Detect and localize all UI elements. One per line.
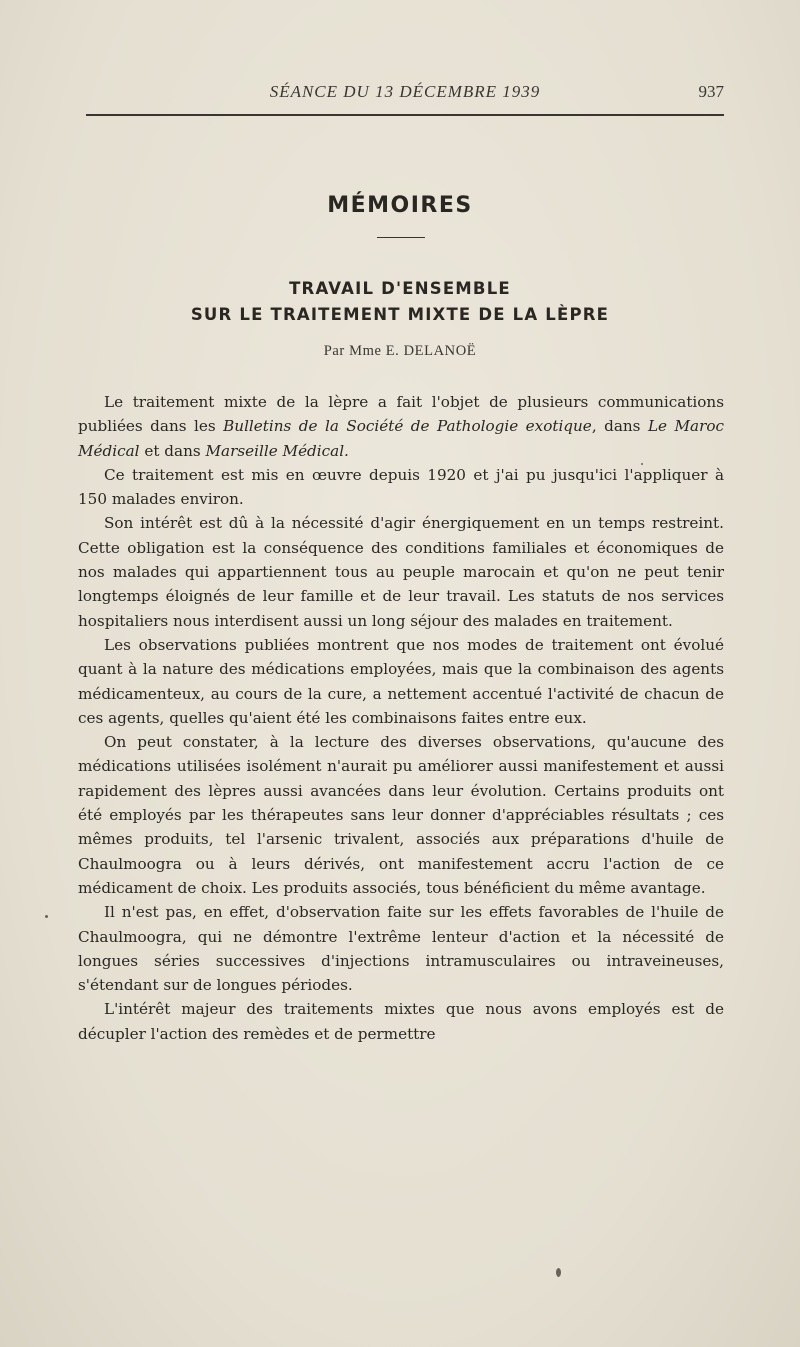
journal-title-marseille-medical: Marseille Médical.	[205, 441, 349, 460]
paragraph-4: Les observations publiées montrent que nos modes de traitement ont évolué quant à la nature des médications employées, mais que la combinaison des agents médicamenteux, au cours de la cure, a nettement accentué l'activité de chacun de ces agents, quelles qu'aient été les combinaisons faites entre eux.	[78, 635, 724, 727]
article-title	[0, 276, 800, 328]
running-title: SÉANCE DU 13 DÉCEMBRE 1939	[269, 82, 541, 101]
paragraph-7: L'intérêt majeur des traitements mixtes que nous avons employés est de décupler l'action des remèdes et de permettre	[78, 1000, 724, 1043]
paragraph-1-text-c: et dans	[139, 441, 206, 460]
running-head	[86, 82, 724, 108]
paragraph-3: Son intérêt est dû à la nécessité d'agir énergiquement en un temps restreint. Cette obligation est la conséquence des conditions familiales et économiques de nos malades qui appartiennent tous au peuple marocain et qu'on ne peut tenir longtemps éloignés de leur famille et de leur travail. Les statuts de nos services hospitaliers nous interdisent aussi un long séjour des malades en traitement.	[78, 514, 724, 630]
journal-title-maroc-medical: Le Maroc Médical	[78, 417, 724, 460]
journal-title-bulletins: Bulletins de la Société de Pathologie exotique	[223, 417, 592, 436]
paper-speck	[641, 463, 643, 465]
paragraph-1-text-a: Le traitement mixte de la lèpre a fait l'objet de plusieurs communications publiées dans les	[78, 393, 724, 436]
article-body	[78, 390, 724, 1046]
paragraph-1-text-b: , dans	[591, 417, 648, 436]
paragraph-6: Il n'est pas, en effet, d'observation faite sur les effets favorables de l'huile de Chaulmoogra, qui ne démontre l'extrême lenteur d'action et la nécessité de longues séries successives d'injections intramusculaires ou intraveineuses, s'étendant sur de longues périodes.	[78, 903, 724, 995]
paragraph-2: Ce traitement est mis en œuvre depuis 1920 et j'ai pu jusqu'ici l'appliquer à 150 malades environ.	[78, 465, 724, 509]
title-rule	[377, 237, 425, 238]
header-rule	[86, 114, 724, 116]
section-title: MÉMOIRES	[327, 193, 473, 218]
paper-speck	[556, 1268, 561, 1277]
article-title-line-1: TRAVAIL D'ENSEMBLE	[289, 279, 511, 298]
paragraph-5: On peut constater, à la lecture des diverses observations, qu'aucune des médications utilisées isolément n'aurait pu améliorer aussi manifestement et aussi rapidement des lèpres aussi avancées dans leur évolution. Certains produits ont été employés par les thérapeutes sans leur donner d'appréciables résultats ; ces mêmes produits, tel l'arsenic trivalent, associés aux préparations d'huile de Chaulmoogra ou à leurs dérivés, ont manifestement accru l'action de ce médicament de choix. Les produits associés, tous bénéficient du même avantage.	[78, 733, 724, 897]
author-byline: Par Mme E. DELANOË	[323, 343, 477, 359]
page-number: 937	[698, 82, 724, 101]
paper-speck	[45, 915, 48, 918]
article-title-line-2: SUR LE TRAITEMENT MIXTE DE LA LÈPRE	[190, 305, 610, 324]
paragraph-1	[78, 390, 724, 463]
